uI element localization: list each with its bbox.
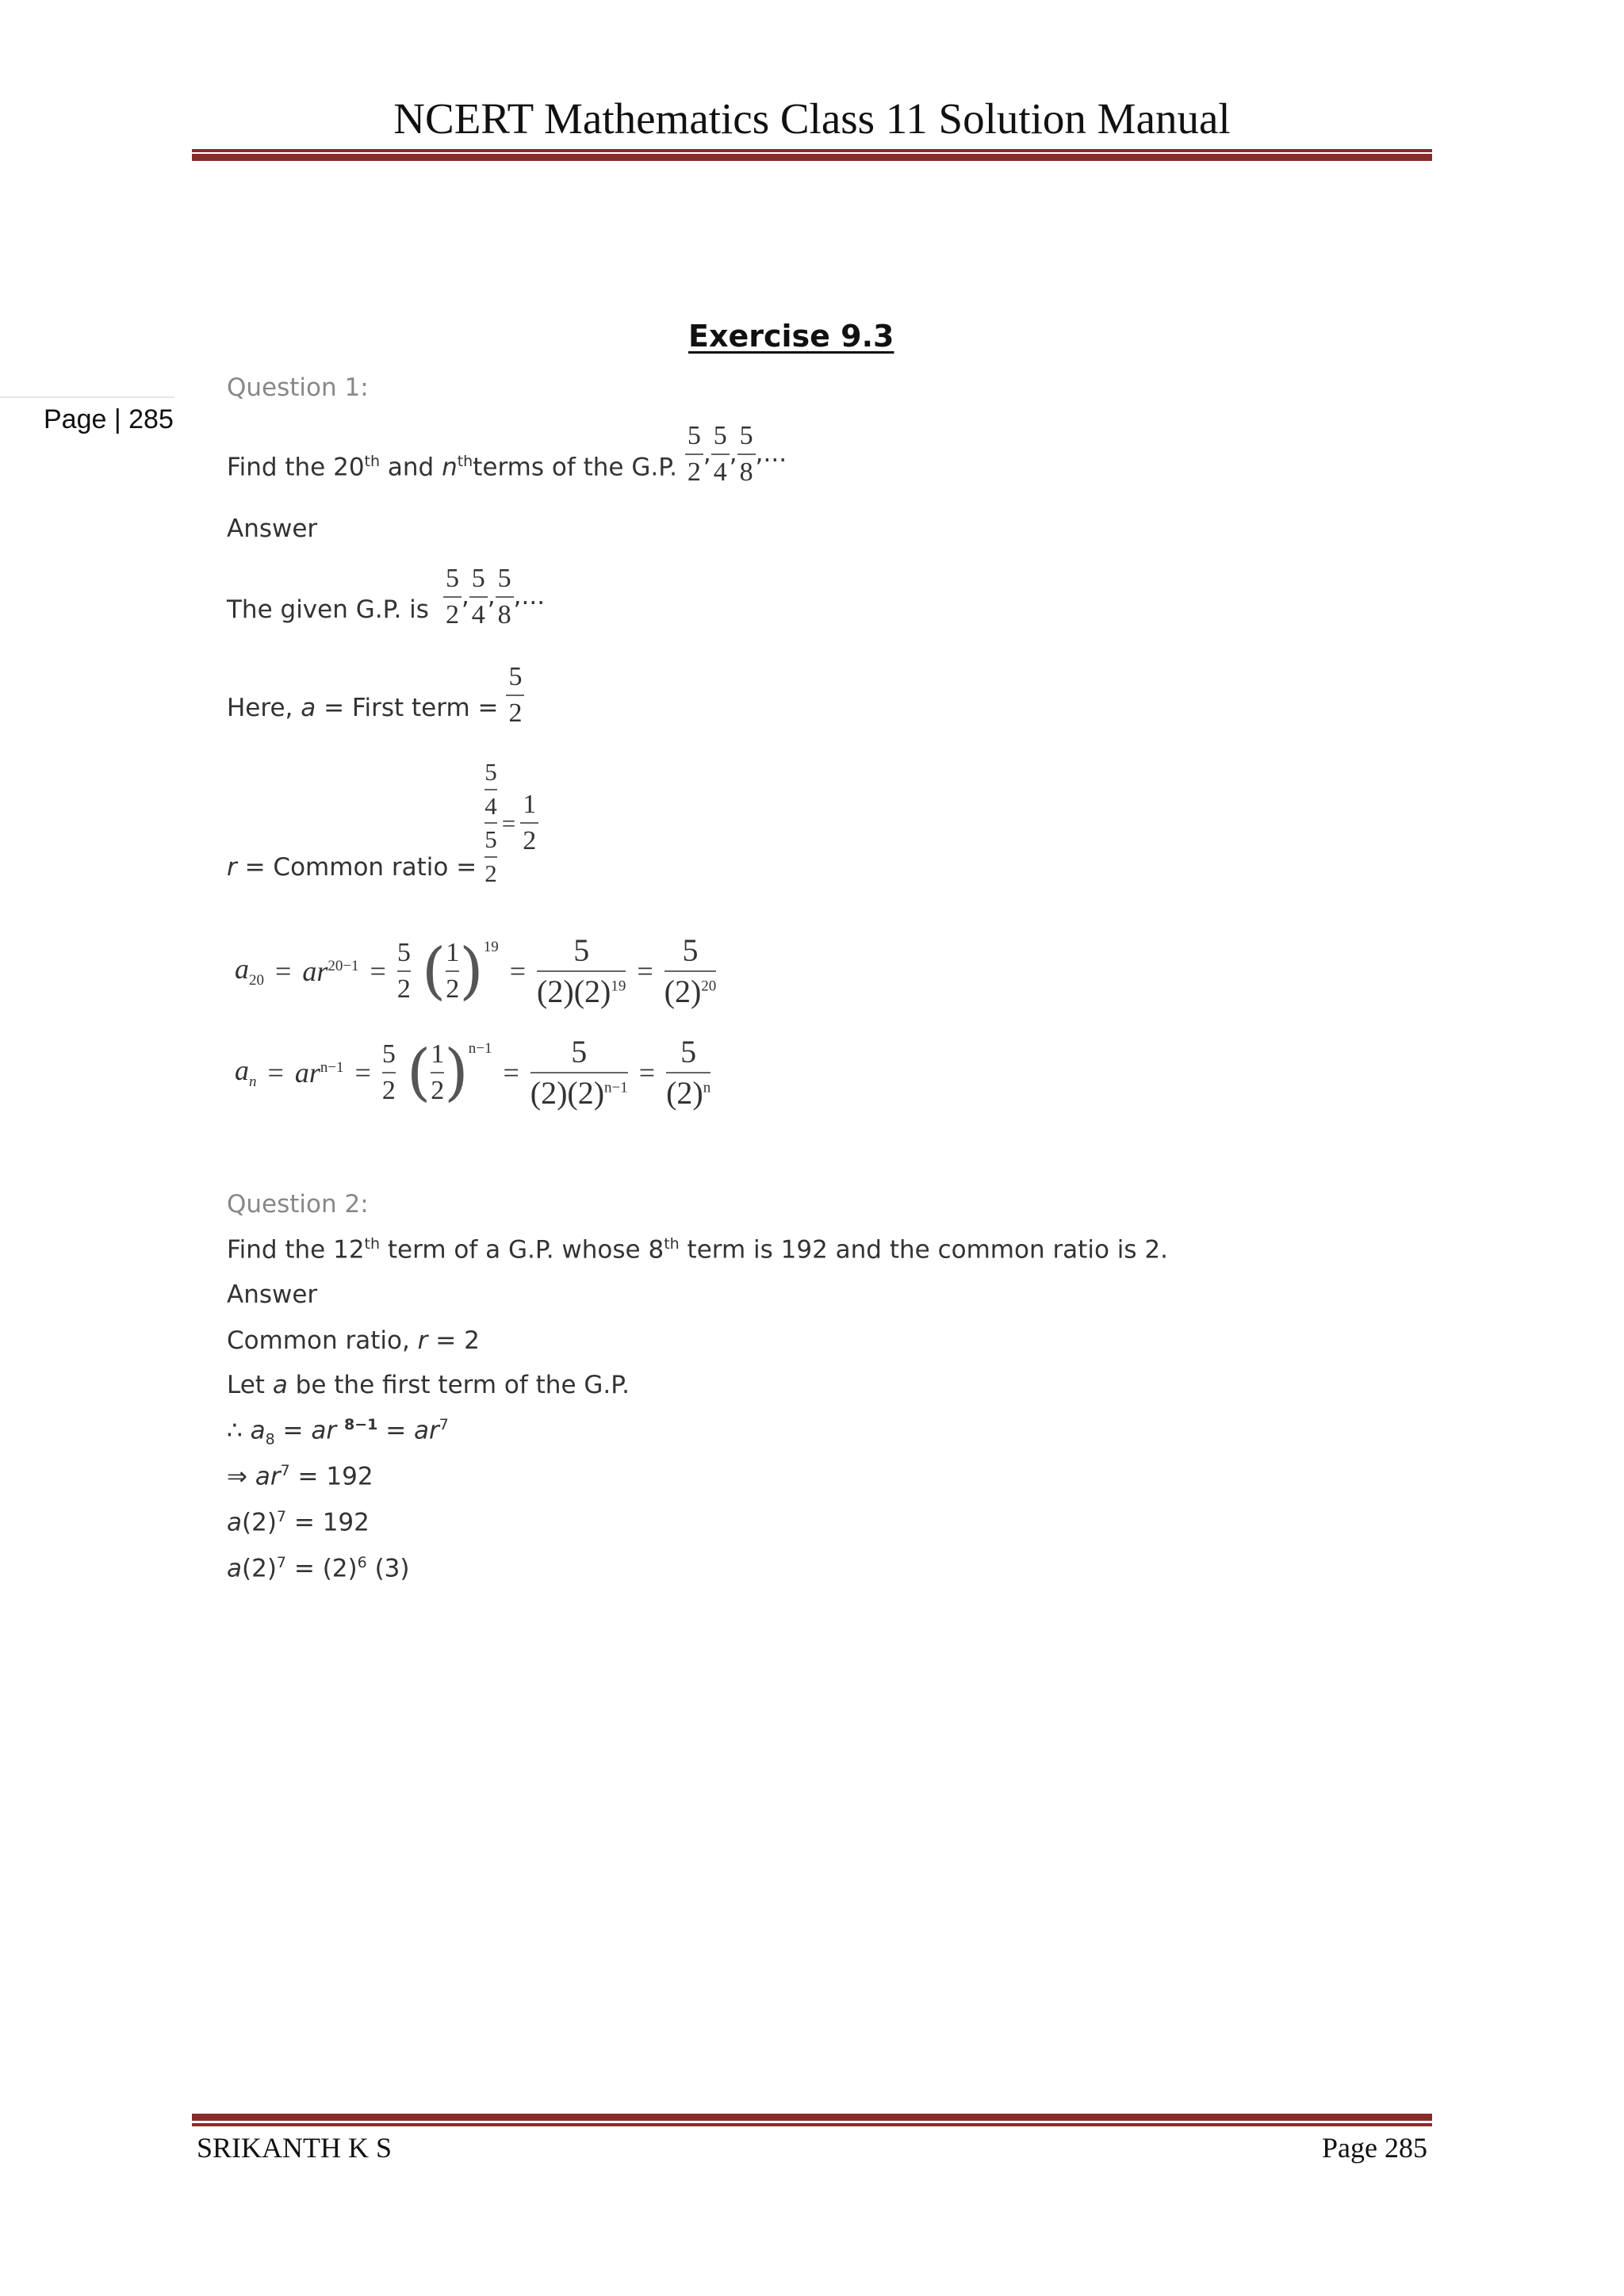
footer-author: SRIKANTH K S	[197, 2132, 393, 2164]
footer-rule-thin	[192, 2123, 1432, 2126]
header-rule-thin	[192, 149, 1432, 152]
common-ratio-line: r = Common ratio = 5 4 5 2 = 1 2	[227, 760, 538, 886]
exercise-title: Exercise 9.3	[688, 319, 894, 354]
question-2-heading: Question 2:	[227, 1190, 369, 1219]
question-2-answer-label: Answer	[227, 1280, 318, 1309]
question-2-text: Find the 12th term of a G.P. whose 8th term is 192 and the common ratio is 2.	[227, 1235, 1168, 1265]
side-divider	[0, 396, 174, 398]
gp-sequence-1: 5 2 , 5 4 , 5 8 ,...	[685, 422, 787, 486]
equation-line-1: ∴ $a_8$ = ar $^{8-1} = ar^7$	[227, 1416, 449, 1448]
first-term-statement: Let a be the first term of the G.P.	[227, 1371, 630, 1399]
equation-line-3: $a(2)^7 = 192$	[227, 1508, 370, 1537]
a20-formula: $a_{20}$ = $ar^{20-1}$ = 5 2 ( 1 2 ) 19 = 5 $(2)(2)^{19}$ = 5 $(2)^{20}$	[235, 932, 717, 1009]
question-1-answer-label: Answer	[227, 515, 318, 543]
footer-page-number: Page 285	[1322, 2132, 1427, 2164]
an-formula: $a_n$ = $ar^{n-1}$ = 5 2 ( 1 2 ) n−1 = 5 $(2)(2)^{n-1}$ = 5 $(2)^n$	[235, 1034, 711, 1111]
footer-rule-thick	[192, 2114, 1432, 2121]
side-page-label: Page | 285	[44, 404, 174, 434]
equation-line-2: ⇒ $ar^7 = 192$	[227, 1462, 373, 1491]
header-rule-thick	[192, 154, 1432, 161]
question-1-text: Find the 20th and $n^{th}terms$ of the G.P. 5 2 , 5 4 , 5 8 ,...	[227, 421, 787, 487]
first-term-line: Here, a = First term = 5 2	[227, 663, 524, 727]
equation-line-4: $a(2)^7 = (2)^6$ (3)	[227, 1554, 410, 1583]
common-ratio-statement: Common ratio, r = 2	[227, 1326, 480, 1355]
given-gp-line: The given G.P. is 5 2 , 5 4 , 5 8 ,...	[227, 564, 546, 629]
question-1-heading: Question 1:	[227, 373, 369, 402]
header-title: NCERT Mathematics Class 11 Solution Manual	[393, 94, 1231, 143]
